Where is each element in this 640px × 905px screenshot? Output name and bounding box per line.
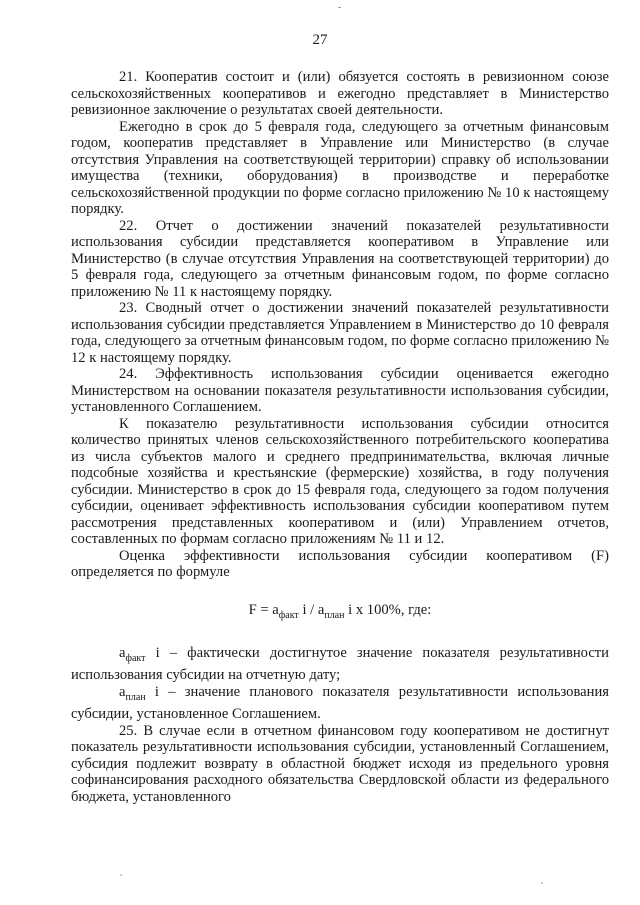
paragraph-24-indicator: К показателю результативности использования субсидии относится количество принятых членов сельскохозяйственного потребительского кооператива из числа субъектов малого и среднего предпринимательства, включая личные подсобные хозяйства и крестьянские (фермерские) хозяйства, в году получения субсидии. Министерство в срок до 15 февраля года, следующего за годом получения субсидии, оценивает эффективность использования субсидии кооперативом путем рассмотрения представленных кооперативом и (или) Управлением отчетов, составленных по формам согласно приложениям № 11 и 12. (71, 415, 609, 547)
def-plan-text: i – значение планового показателя результативности использования субсидии, установленное Соглашением. (71, 683, 609, 723)
formula-rhs: i x 100%, где: (344, 601, 432, 618)
definition-a-plan (71, 684, 609, 723)
paragraph-22: 22. Отчет о достижении значений показателей результативности использования субсидии представляется кооперативом в Управление или Министерство (в случае отсутствия Управления на соответствующей территории) до 5 февраля года, следующего за отчетным финансовым годом, по форме согласно приложению № 11 к настоящему порядку. (71, 217, 609, 300)
def-fact-text: i – фактически достигнутое значение показателя результативности использования субсидии на отчетную дату; (71, 644, 609, 684)
paragraph-25: 25. В случае если в отчетном финансовом году кооперативом не достигнут показатель результативности использования субсидии, установленный Соглашением, субсидия подлежит возврату в областной бюджет исходя из предельного уровня софинансирования расходного обязательства Свердловской области из федерального бюджета, установленного (71, 722, 609, 805)
def-plan-symbol: a (119, 683, 126, 700)
scan-speck (541, 882, 543, 884)
formula-mid: i / a (298, 601, 325, 618)
definition-a-fact (71, 645, 609, 684)
paragraph-23: 23. Сводный отчет о достижении значений показателей результативности использования субсидии представляется Управлением в Министерство до 10 февраля года, следующего за отчетным финансовым годом, по форме согласно приложению № 12 к настоящему порядку. (71, 300, 609, 366)
formula-lhs: F = a (248, 601, 279, 618)
page-number: 27 (312, 32, 328, 48)
def-fact-symbol: a (119, 644, 126, 661)
formula-sub-fact: факт (278, 609, 299, 621)
paragraph-21-report: Ежегодно в срок до 5 февраля года, следующего за отчетным финансовым годом, кооператив представляет в Управление или Министерство (в случае отсутствия Управления на соответствующей территории) справку об использовании имущества (техники, оборудования) в производстве и переработке сельскохозяйственной продукции по форме согласно приложению № 10 к настоящему порядку. (71, 118, 609, 217)
top-margin-mark: - (338, 2, 342, 13)
def-plan-sub: план (125, 691, 146, 703)
paragraph-21: 21. Кооператив состоит и (или) обязуется состоять в ревизионном союзе сельскохозяйственных кооперативов и ежегодно представляет в Министерство ревизионное заключение о результатах своей деятельности. (71, 69, 609, 118)
efficiency-formula (71, 602, 609, 624)
def-fact-sub: факт (125, 652, 146, 664)
paragraph-24: 24. Эффективность использования субсидии оценивается ежегодно Министерством на основании показателя результативности использования субсидии, установленного Соглашением. (71, 366, 609, 415)
document-body (71, 69, 609, 805)
paragraph-24-formula-intro: Оценка эффективности использования субсидии кооперативом (F) определяется по формуле (71, 547, 609, 580)
scan-speck (120, 874, 122, 876)
formula-sub-plan: план (324, 609, 345, 621)
